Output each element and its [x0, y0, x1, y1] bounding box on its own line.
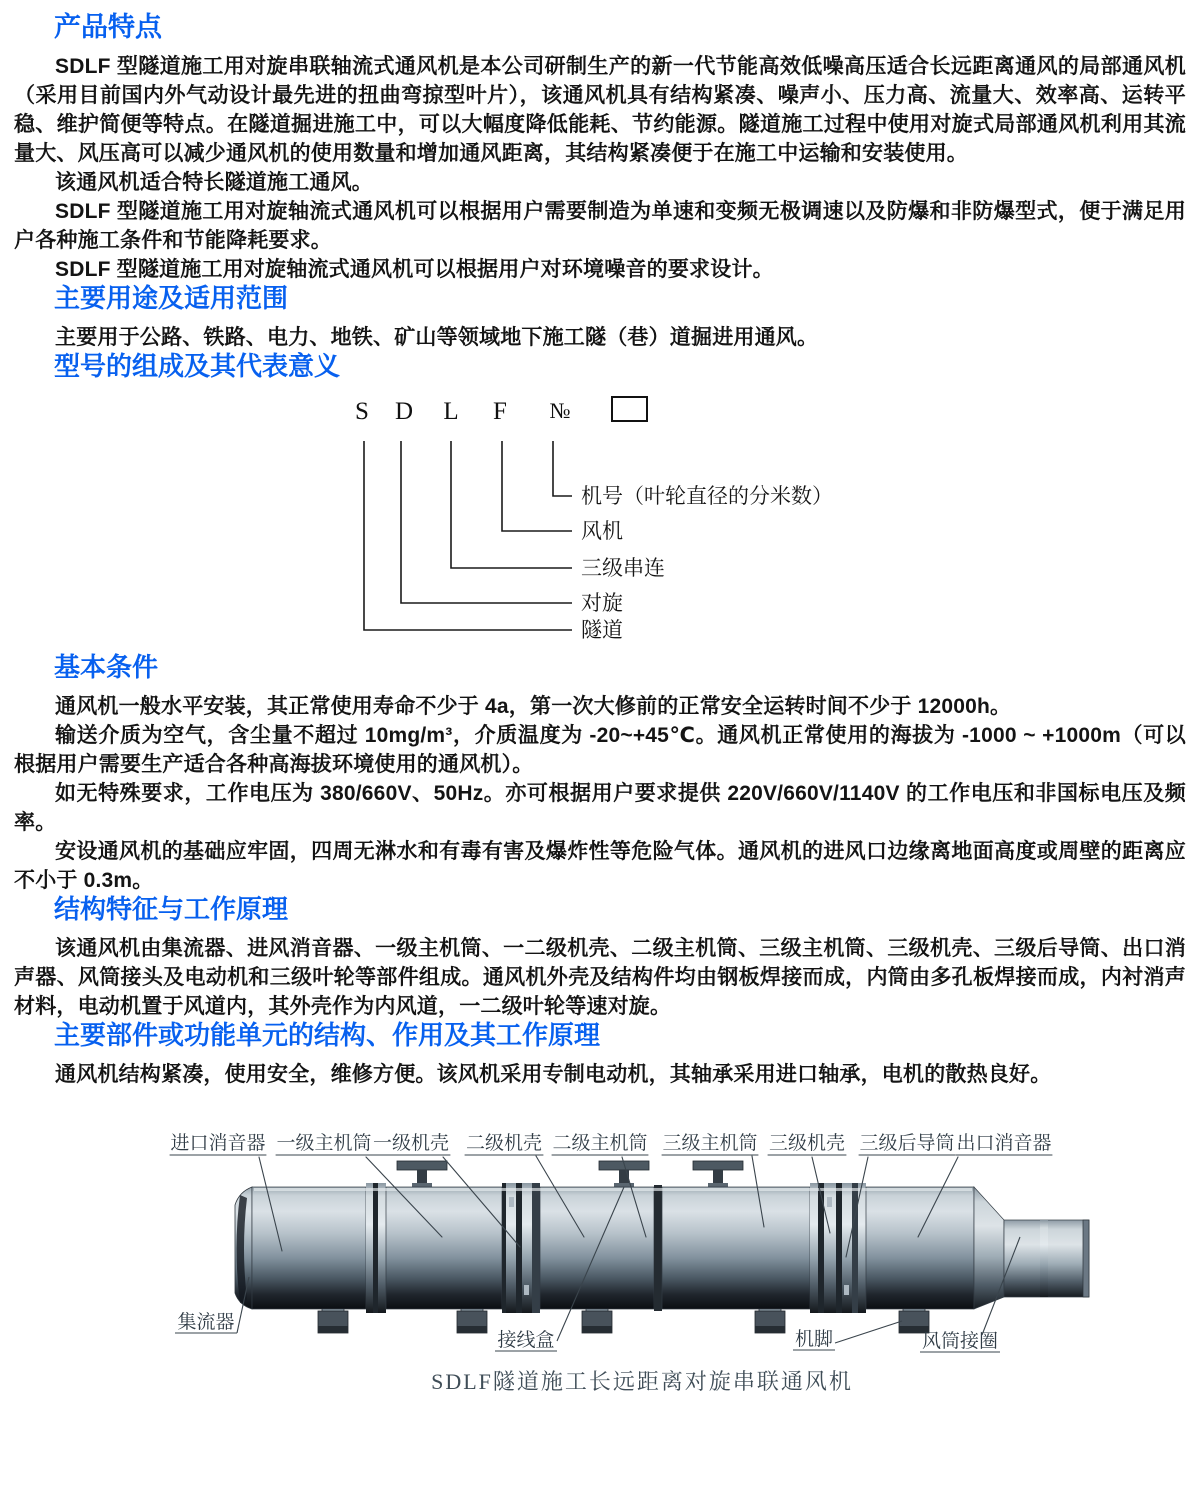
- branch-label-tunnel: 隧道: [581, 617, 623, 642]
- junction-box: [693, 1161, 743, 1188]
- label-stage2-main: 二级主机筒: [552, 1132, 648, 1154]
- branch-label-fan: 风机: [581, 518, 623, 543]
- features-paragraph-1: SDLF 型隧道施工用对旋串联轴流式通风机是本公司研制生产的新一代节能高效低噪高压适合长远距离通风的局部通风机（采用目前国内外气动设计最先进的扭曲弯掠型叶片），该通风机具有结构紧凑、噪声小、压力高、流量大、效率高、运转平稳、维护简便等特点。在隧道掘进施工中，可以大幅度降低能耗、节约能源。隧道施工过程中使用对旋式局部通风机利用其流量大、风压高可以减少通风机的使用数量和增加通风距离，其结构紧凑便于在施工中运输和安装使用。: [14, 55, 1186, 166]
- section-heading-usage: 主要用途及适用范围: [54, 283, 289, 314]
- flange-rings-2: [502, 1183, 540, 1313]
- label-stage3-casing: 三级机壳: [768, 1132, 846, 1154]
- basics-paragraph-1: 通风机一般水平安装，其正常使用寿命不少于 4a，第一次大修前的正常安全运转时间不少于 12000h。: [55, 694, 1012, 718]
- section-heading-structure: 结构特征与工作原理: [54, 893, 289, 924]
- section-heading-components: 主要部件或功能单元的结构、作用及其工作原理: [54, 1019, 601, 1050]
- label-machine-foot: 机脚: [794, 1328, 834, 1350]
- section-heading-basics: 基本条件: [54, 651, 159, 682]
- features-paragraph-3: SDLF 型隧道施工用对旋轴流式通风机可以根据用户需要制造为单速和变频无极调速以及防爆和非防爆型式，便于满足用户各种施工条件和节能降耗要求。: [14, 200, 1186, 253]
- structure-paragraph: 该通风机由集流器、进风消音器、一级主机筒、一二级机壳、二级主机筒、三级主机筒、三级机壳、三级后导筒、出口消声器、风筒接头及电动机和三级叶轮等部件组成。通风机外壳及结构件均由钢板焊接而成，内筒由多孔板焊接而成，内衬消声材料，电动机置于风道内，其外壳作为内风道，一二级叶轮等速对旋。: [14, 936, 1186, 1018]
- label-underlines-bottom: [175, 1333, 1000, 1352]
- basics-paragraph-4: 安设通风机的基础应牢固，四周无淋水和有毒有害及爆炸性等危险气体。通风机的进风口边缘离地面高度或周壁的距离应不小于 0.3m。: [14, 839, 1186, 892]
- fan-figure-caption: SDLF隧道施工长远距离对旋串联通风机: [431, 1368, 853, 1394]
- label-stage2-casing: 二级机壳: [465, 1132, 543, 1154]
- segment-seam: [654, 1185, 662, 1311]
- features-paragraph-4: SDLF 型隧道施工用对旋轴流式通风机可以根据用户对环境噪音的要求设计。: [55, 258, 774, 282]
- branch-label-fan-number: 机号（叶轮直径的分米数）: [581, 483, 833, 508]
- model-code-tree: [344, 391, 904, 653]
- branch-line-f: [502, 441, 572, 531]
- fan-assembly-figure: [154, 1125, 1186, 1410]
- label-inlet-silencer: 进口消音器: [170, 1132, 266, 1154]
- branch-label-three-stage: 三级串连: [581, 555, 665, 580]
- label-outlet-silencer: 出口消音器: [956, 1132, 1052, 1154]
- fan-body: [235, 1161, 1089, 1333]
- model-letter-f: F: [493, 397, 507, 425]
- branch-line-no: [553, 441, 572, 496]
- label-duct-ring: 风筒接圈: [921, 1330, 999, 1352]
- model-letter-l: L: [443, 397, 459, 425]
- label-stage3-main: 三级主机筒: [662, 1132, 758, 1154]
- outlet-end-cap: [1083, 1220, 1089, 1297]
- label-terminal-box: 接线盒: [497, 1329, 555, 1351]
- segment-outlet-silencer: [866, 1187, 974, 1309]
- label-stage3-guide: 三级后导筒: [859, 1132, 955, 1154]
- model-letter-s: S: [355, 397, 369, 425]
- label-collector: 集流器: [177, 1311, 235, 1333]
- segment-inlet-silencer: [252, 1187, 366, 1309]
- branch-line-s: [364, 441, 572, 630]
- inlet-bell: [235, 1187, 252, 1309]
- duct-ring-seam: [1040, 1220, 1048, 1297]
- branch-label-counter-rotating: 对旋: [581, 590, 623, 615]
- top-highlight: [254, 1188, 972, 1191]
- fan-assembly-drawing: [154, 1125, 1114, 1410]
- label-stage1-casing: 一级机壳: [372, 1132, 450, 1154]
- components-paragraph: 通风机结构紧凑，使用安全，维修方便。该风机采用专制电动机，其轴承采用进口轴承，电机的散热良好。: [55, 1062, 1052, 1086]
- section-heading-features: 产品特点: [54, 12, 162, 42]
- model-letter-d: D: [394, 397, 414, 425]
- model-letter-no: №: [549, 397, 571, 423]
- usage-paragraph: 主要用于公路、铁路、电力、地铁、矿山等领域地下施工隧（巷）道掘进用通风。: [55, 325, 819, 349]
- flange-rings-1: [366, 1183, 386, 1313]
- basics-paragraph-2: 输送介质为空气，含尘量不超过 10mg/m³，介质温度为 -20~+45℃。通风机正常使用的海拔为 -1000 ~ +1000m（可以根据用户需要生产适合各种高海拔环境使用的通风机）。: [14, 723, 1186, 776]
- label-stage1-main: 一级主机筒: [276, 1132, 372, 1154]
- segment-stage3-main: [662, 1187, 810, 1309]
- branch-line-l: [451, 441, 572, 568]
- section-heading-model: 型号的组成及其代表意义: [54, 350, 341, 381]
- model-code-diagram: [344, 391, 1186, 653]
- junction-box: [397, 1161, 447, 1188]
- branch-line-d: [401, 441, 572, 603]
- model-number-box: [612, 397, 647, 421]
- features-paragraph-2: 该通风机适合特长隧道施工通风。: [55, 171, 373, 195]
- basics-paragraph-3: 如无特殊要求，工作电压为 380/660V、50Hz。亦可根据用户要求提供 220V/660V/1140V 的工作电压和非国标电压及频率。: [14, 781, 1186, 834]
